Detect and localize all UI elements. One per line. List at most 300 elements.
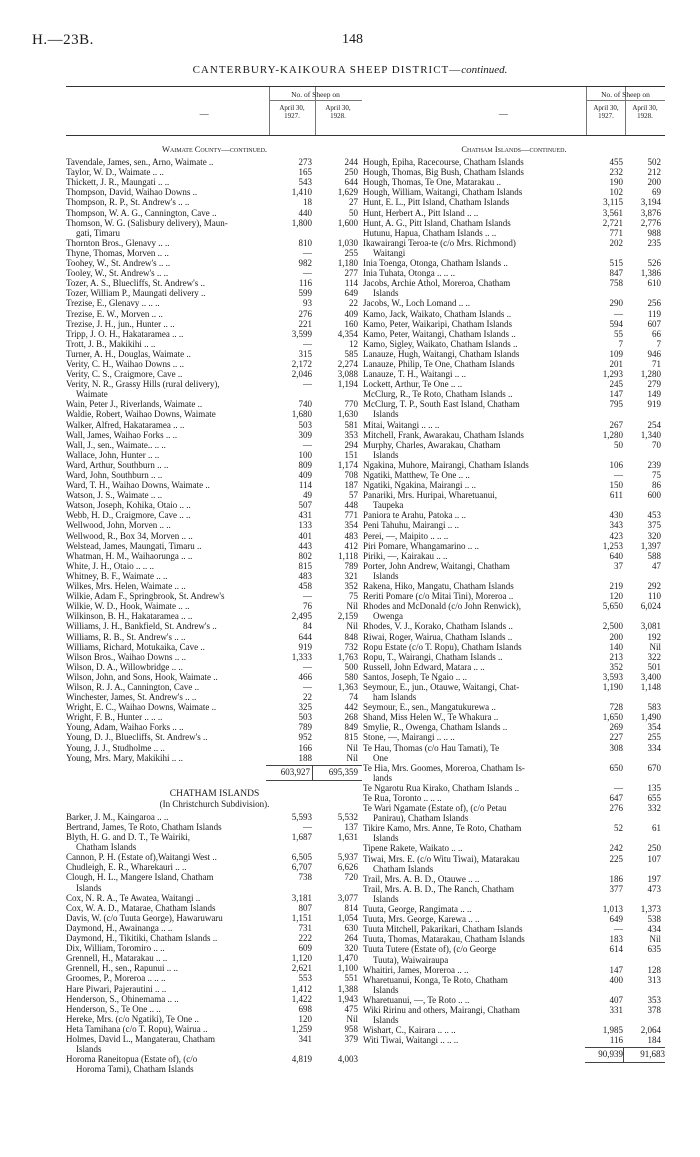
table-row bbox=[66, 339, 363, 349]
sheep-1927: 483 bbox=[298, 570, 312, 581]
owner-name-line: Jacobs, W., Loch Lomand .. .. bbox=[363, 298, 470, 309]
sheep-1927: 116 bbox=[298, 278, 312, 289]
owner-name bbox=[363, 177, 581, 187]
col-1928-label: April 30, 1928. bbox=[632, 104, 658, 120]
sheep-1928: 483 bbox=[344, 530, 358, 541]
owner-name-line: Wain, Peter J., Riverlands, Waimate .. bbox=[66, 399, 203, 410]
sheep-1927: 5,593 bbox=[291, 811, 312, 822]
owner-name bbox=[66, 903, 266, 913]
table-row bbox=[66, 682, 363, 692]
owner-name-line: Te Hau, Thomas (c/o Hau Tamati), Te bbox=[363, 742, 500, 753]
right-column-header bbox=[363, 86, 665, 136]
table-row bbox=[66, 510, 363, 520]
sheep-1927: 3,593 bbox=[602, 671, 623, 682]
sheep-1928: 279 bbox=[647, 379, 661, 390]
col-1927-label: April 30, 1927. bbox=[279, 104, 305, 120]
sheep-1928: 1,280 bbox=[640, 369, 661, 380]
sheep-1927: 6,707 bbox=[291, 862, 312, 873]
sheep-1928: 789 bbox=[344, 560, 358, 571]
owner-name-line: Islands bbox=[373, 1015, 399, 1026]
owner-name-line: Te Ngarotu Rua Kirako, Chatham Islands .. bbox=[363, 782, 520, 793]
sheep-1927: 3,599 bbox=[291, 328, 312, 339]
sheep-1928: 334 bbox=[647, 742, 661, 753]
owner-name bbox=[363, 712, 581, 722]
sheep-1927: 93 bbox=[303, 298, 312, 309]
owner-name bbox=[66, 369, 266, 379]
owner-name bbox=[363, 783, 581, 793]
table-row bbox=[66, 329, 363, 339]
owner-name bbox=[66, 288, 266, 298]
sheep-1928: 61 bbox=[652, 823, 661, 834]
table-row bbox=[66, 208, 363, 218]
table-row bbox=[66, 561, 363, 571]
owner-list bbox=[66, 812, 363, 1074]
owner-name-line: Wharetuanui, —, Te Roto .. .. bbox=[363, 994, 470, 1005]
sheep-1928: 268 bbox=[344, 712, 358, 723]
table-row bbox=[66, 369, 363, 379]
sheep-1927: 431 bbox=[298, 510, 312, 521]
sheep-1928: 1,148 bbox=[640, 681, 661, 692]
table-row bbox=[66, 702, 363, 712]
owner-name-line: Tooley, W., St. Andrew's .. .. bbox=[66, 268, 169, 279]
sheep-1928: 255 bbox=[647, 732, 661, 743]
table-row bbox=[363, 339, 665, 349]
owner-name bbox=[66, 692, 266, 702]
sheep-1928: 1,373 bbox=[640, 904, 661, 915]
owner-name bbox=[66, 167, 266, 177]
owner-name-line: Verity, N. R., Grassy Hills (rural delivery), bbox=[66, 379, 220, 390]
sheep-1928: 277 bbox=[344, 268, 358, 279]
sheep-1927: 795 bbox=[609, 399, 623, 410]
table-row bbox=[66, 591, 363, 601]
owner-name-line: Paniora te Arahu, Patoka .. .. bbox=[363, 510, 466, 521]
owner-name-line: Horoma Tami), Chatham Islands bbox=[76, 1064, 194, 1075]
owner-name-line: Henderson, S., Ohinemama .. .. bbox=[66, 993, 179, 1004]
owner-name-line: Tiwai, Mrs. E. (c/o Witu Tiwai), Matarakau bbox=[363, 853, 520, 864]
owner-name-line: Islands bbox=[76, 882, 102, 893]
sheep-1927: — bbox=[614, 308, 623, 319]
owner-name bbox=[66, 490, 266, 500]
owner-name-line: Rhodes, V. J., Korako, Chatham Islands .. bbox=[363, 621, 513, 632]
sheep-1928: Nil bbox=[346, 742, 358, 753]
owner-name bbox=[363, 258, 581, 268]
owner-name bbox=[66, 510, 266, 520]
table-row bbox=[66, 450, 363, 460]
table-row bbox=[66, 187, 363, 197]
table-row bbox=[363, 823, 665, 843]
sheep-1928: 66 bbox=[652, 328, 661, 339]
owner-name bbox=[66, 450, 266, 460]
owner-name-line: Wright, E. C., Waihao Downs, Waimate .. bbox=[66, 702, 217, 713]
owner-name-line: Jacobs, Archie Athol, Moreroa, Chatham bbox=[363, 278, 511, 289]
owner-name-line: Tuuta Mitchell, Pakarikari, Chatham Islands bbox=[363, 924, 523, 935]
owner-name-line: Shand, Miss Helen W., Te Whakura .. bbox=[363, 712, 499, 723]
sheep-1927: — bbox=[303, 661, 312, 672]
owner-name-line: Tuuta), Waiwairaupa bbox=[373, 954, 449, 965]
owner-name bbox=[66, 832, 266, 852]
owner-name-line: Peni Tahuhu, Mairangi .. .. bbox=[363, 520, 459, 531]
owner-list bbox=[363, 157, 665, 1045]
sheep-1927: 273 bbox=[298, 157, 312, 168]
sheep-1928: 732 bbox=[344, 641, 358, 652]
sheep-1928: 607 bbox=[647, 318, 661, 329]
owner-name-line: Seymour, E., sen., Mangatukurewa .. bbox=[363, 702, 496, 713]
sheep-1928: 2,064 bbox=[640, 1025, 661, 1036]
sheep-1927: — bbox=[303, 681, 312, 692]
sheep-1927: 458 bbox=[298, 581, 312, 592]
sheep-1927: 2,495 bbox=[291, 611, 312, 622]
table-row bbox=[66, 1034, 363, 1054]
owner-name bbox=[66, 893, 266, 903]
table-row bbox=[66, 601, 363, 611]
sheep-1927: 649 bbox=[609, 914, 623, 925]
sheep-1927: — bbox=[303, 439, 312, 450]
sheep-1928: 250 bbox=[647, 843, 661, 854]
sheep-1928: 1,054 bbox=[337, 912, 358, 923]
owner-name-line: Hutunu, Hapua, Chatham Islands .. .. bbox=[363, 227, 497, 238]
sheep-1928: 814 bbox=[344, 902, 358, 913]
owner-name-line: Tuuta, George, Rangimata .. .. bbox=[363, 904, 472, 915]
sheep-1927: 331 bbox=[609, 1004, 623, 1015]
owner-name bbox=[363, 238, 581, 258]
sheep-1928: 1,630 bbox=[337, 409, 358, 420]
sheep-1927: 789 bbox=[298, 722, 312, 733]
table-row bbox=[363, 551, 665, 561]
sheep-1928: 538 bbox=[647, 914, 661, 925]
owner-name-line: McClurg, T. P., South East Island, Chatham bbox=[363, 399, 520, 410]
section-heading: Chatham Islands—continued. bbox=[461, 144, 567, 154]
owner-name-line: Wilson Bros., Waihao Downs .. .. bbox=[66, 651, 186, 662]
sheep-1927: 1,687 bbox=[291, 832, 312, 843]
table-row bbox=[363, 914, 665, 924]
sheep-1927: 771 bbox=[609, 227, 623, 238]
owner-name-line: McClurg, R., Te Roto, Chatham Islands .. bbox=[363, 389, 513, 400]
owner-name-line: Stone, —, Mairangi .. .. .. bbox=[363, 732, 455, 743]
sheep-1928: 3,876 bbox=[640, 207, 661, 218]
table-row bbox=[363, 187, 665, 197]
table-row bbox=[363, 470, 665, 480]
sheep-1927: 309 bbox=[298, 429, 312, 440]
table-row bbox=[363, 218, 665, 228]
owner-name-line: Owenga bbox=[373, 611, 403, 622]
sheep-1927: 55 bbox=[614, 328, 623, 339]
total-row bbox=[266, 765, 362, 781]
owner-name bbox=[363, 399, 581, 419]
owner-name bbox=[363, 319, 581, 329]
sheep-1927: 401 bbox=[298, 530, 312, 541]
owner-name-line: Cox, N. R. A., Te Awatea, Waitangi .. bbox=[66, 892, 201, 903]
sheep-1928: 502 bbox=[647, 157, 661, 168]
sheep-1927: 52 bbox=[614, 823, 623, 834]
table-row bbox=[363, 379, 665, 389]
sheep-1927: 507 bbox=[298, 500, 312, 511]
table-row bbox=[66, 963, 363, 973]
table-row bbox=[363, 420, 665, 430]
sheep-1927: 640 bbox=[609, 550, 623, 561]
owner-name-line: Grennell, H., sen., Rapunui .. .. bbox=[66, 963, 178, 974]
sheep-1928: 1,943 bbox=[337, 993, 358, 1004]
sheep-1928: 3,400 bbox=[640, 671, 661, 682]
sheep-1927: 503 bbox=[298, 712, 312, 723]
table-row bbox=[363, 1005, 665, 1025]
owner-name-line: Wall, J., sen., Waimate.. .. .. bbox=[66, 439, 166, 450]
table-row bbox=[363, 621, 665, 631]
table-row bbox=[66, 893, 363, 903]
sheep-1927: 1,650 bbox=[602, 712, 623, 723]
owner-name-line: Tipene Rakete, Waikato .. .. bbox=[363, 843, 463, 854]
table-row bbox=[363, 359, 665, 369]
sheep-1927: 1,259 bbox=[291, 1023, 312, 1034]
sheep-1927: 1,412 bbox=[291, 983, 312, 994]
sheep-1927: 1,253 bbox=[602, 540, 623, 551]
sheep-1927: 2,046 bbox=[291, 369, 312, 380]
owner-name-line: Lanauze, Philip, Te One, Chatham Islands bbox=[363, 358, 515, 369]
sheep-1928: 239 bbox=[647, 459, 661, 470]
title-continued: continued. bbox=[461, 64, 508, 76]
owner-name-line: Turner, A. H., Douglas, Waimate .. bbox=[66, 348, 191, 359]
sheep-1928: 320 bbox=[344, 943, 358, 954]
owner-name-line: Tuuta Tutere (Estate of), (c/o George bbox=[363, 944, 496, 955]
sheep-1928: 74 bbox=[349, 692, 358, 703]
sheep-1927: — bbox=[303, 247, 312, 258]
sheep-1928: Nil bbox=[346, 601, 358, 612]
sheep-1927: 650 bbox=[609, 762, 623, 773]
owner-name-line: Islands bbox=[373, 833, 399, 844]
owner-name-line: Trail, Mrs. A. B. D., The Ranch, Chatham bbox=[363, 883, 514, 894]
sheep-1927: 847 bbox=[609, 268, 623, 279]
owner-name bbox=[66, 480, 266, 490]
owner-name-line: Whitney, B. F., Waimate .. .. bbox=[66, 570, 168, 581]
sheep-1927: 423 bbox=[609, 530, 623, 541]
owner-name-line: Williams, J. H., Bankfield, St. Andrew's .. bbox=[66, 621, 217, 632]
sheep-1927: — bbox=[303, 268, 312, 279]
sheep-1927: 201 bbox=[609, 358, 623, 369]
table-row bbox=[363, 591, 665, 601]
table-row bbox=[66, 642, 363, 652]
table-row bbox=[363, 541, 665, 551]
table-row bbox=[363, 843, 665, 853]
owner-name-line: Wellwood, John, Morven .. .. bbox=[66, 520, 171, 531]
table-row bbox=[363, 208, 665, 218]
table-row bbox=[66, 1054, 363, 1074]
total-1928: 695,359 bbox=[328, 766, 358, 777]
owner-name bbox=[66, 541, 266, 551]
owner-name-line: Piri Pomare, Whangamarino .. .. bbox=[363, 540, 480, 551]
table-row bbox=[66, 278, 363, 288]
owner-name bbox=[66, 500, 266, 510]
table-row bbox=[66, 531, 363, 541]
sheep-1928: 86 bbox=[652, 480, 661, 491]
sheep-1928: 2,776 bbox=[640, 217, 661, 228]
owner-name-line: Tikire Kamo, Mrs. Anne, Te Roto, Chatham bbox=[363, 823, 522, 834]
col-1928-label: April 30, 1928. bbox=[325, 104, 351, 120]
owner-name-line: Tripp, J. O. H., Hakataramea .. .. bbox=[66, 328, 184, 339]
owner-name bbox=[66, 319, 266, 329]
owner-name-line: Hough, Epiha, Racecourse, Chatham Islands bbox=[363, 157, 524, 168]
table-row bbox=[66, 1024, 363, 1034]
sheep-1927: — bbox=[614, 470, 623, 480]
owner-name bbox=[363, 642, 581, 652]
sheep-1928: 1,600 bbox=[337, 217, 358, 228]
owner-name bbox=[363, 823, 581, 843]
owner-name bbox=[363, 632, 581, 642]
owner-name-line: Lanauze, Hugh, Waitangi, Chatham Islands bbox=[363, 348, 520, 359]
table-row bbox=[66, 872, 363, 892]
owner-name-line: Te Hia, Mrs. Goomes, Moreroa, Chatham Is- bbox=[363, 762, 525, 773]
owner-name-line: Webb, H. D., Craigmore, Cave .. .. bbox=[66, 510, 191, 521]
sheep-1928: 409 bbox=[344, 308, 358, 319]
owner-name-line: Islands bbox=[373, 409, 399, 420]
owner-name-line: Islands bbox=[373, 570, 399, 581]
table-row bbox=[363, 197, 665, 207]
sheep-1927: 140 bbox=[609, 641, 623, 652]
owner-name-line: Cox, W. A. D., Matarae, Chatham Islands bbox=[66, 902, 216, 913]
owner-name bbox=[66, 238, 266, 248]
owner-name bbox=[66, 339, 266, 349]
sheep-1928: 354 bbox=[647, 722, 661, 733]
sheep-1928: 1,397 bbox=[640, 540, 661, 551]
table-row bbox=[66, 197, 363, 207]
owner-name-line: Tozer, William P., Maungati delivery .. bbox=[66, 288, 206, 299]
owner-name-line: Daymond, H., Awainanga .. .. bbox=[66, 922, 173, 933]
table-row bbox=[66, 258, 363, 268]
sheep-1927: 952 bbox=[298, 732, 312, 743]
sheep-1928: 292 bbox=[647, 581, 661, 592]
sheep-1928: 526 bbox=[647, 258, 661, 269]
table-row bbox=[363, 854, 665, 874]
right-column bbox=[363, 86, 665, 1063]
owner-name bbox=[363, 884, 581, 904]
owner-name-line: Wallace, John, Hunter .. .. bbox=[66, 449, 160, 460]
sheep-1928: 294 bbox=[344, 439, 358, 450]
sheep-1927: 1,985 bbox=[602, 1025, 623, 1036]
sheep-1927: 186 bbox=[609, 873, 623, 884]
sheep-1927: 245 bbox=[609, 379, 623, 390]
sheep-1927: 400 bbox=[609, 974, 623, 985]
sheep-1928: 5,532 bbox=[337, 811, 358, 822]
sheep-1928: 200 bbox=[647, 177, 661, 188]
sheep-1928: 137 bbox=[344, 822, 358, 832]
owner-name-line: Young, Adam, Waihao Forks .. .. bbox=[66, 722, 184, 733]
table-row bbox=[66, 862, 363, 872]
sheep-1928: 1,194 bbox=[337, 379, 358, 390]
owner-name-line: Inia Tuhata, Otonga .. .. .. bbox=[363, 268, 455, 279]
owner-name bbox=[363, 369, 581, 379]
owner-name bbox=[66, 1004, 266, 1014]
sheep-1928: 501 bbox=[647, 661, 661, 672]
sheep-1928: 1,174 bbox=[337, 459, 358, 470]
owner-name-line: Islands bbox=[373, 893, 399, 904]
owner-name bbox=[363, 187, 581, 197]
owner-name-line: Young, Mrs. Mary, Makikihi .. .. bbox=[66, 752, 184, 763]
owner-name bbox=[363, 743, 581, 763]
owner-name-line: Tavendale, James, sen., Arno, Waimate .. bbox=[66, 157, 214, 168]
owner-name-line: Trezise, E., Glenavy .. .. .. bbox=[66, 298, 160, 309]
sheep-1928: 2,159 bbox=[337, 611, 358, 622]
sheep-1928: 255 bbox=[344, 247, 358, 258]
owner-name-line: Te Wari Ngamate (Estate of), (c/o Petau bbox=[363, 803, 507, 814]
sheep-1928: 988 bbox=[647, 227, 661, 238]
sheep-1928: 1,631 bbox=[337, 832, 358, 843]
sheep-1927: 267 bbox=[609, 419, 623, 430]
table-row bbox=[66, 933, 363, 943]
owner-name bbox=[66, 652, 266, 662]
sheep-1927: — bbox=[303, 822, 312, 832]
owner-name bbox=[363, 551, 581, 561]
table-row bbox=[66, 712, 363, 722]
sheep-1927: 50 bbox=[614, 439, 623, 450]
sheep-1928: 1,470 bbox=[337, 953, 358, 964]
owner-name bbox=[363, 359, 581, 369]
sheep-1927: 352 bbox=[609, 661, 623, 672]
owner-name bbox=[363, 430, 581, 440]
owner-name bbox=[363, 561, 581, 581]
owner-name-line: Wall, James, Waihao Forks .. .. bbox=[66, 429, 178, 440]
sheep-1928: 588 bbox=[647, 550, 661, 561]
sheep-1927: 3,115 bbox=[603, 197, 623, 208]
table-row bbox=[66, 319, 363, 329]
owner-name-line: Verity, C. H., Waihao Downs .. .. bbox=[66, 358, 185, 369]
sheep-1927: 308 bbox=[609, 742, 623, 753]
owner-name bbox=[66, 520, 266, 530]
owner-name bbox=[66, 157, 266, 167]
sheep-1928: 815 bbox=[344, 732, 358, 743]
sheep-1928: 119 bbox=[647, 308, 661, 319]
owner-name bbox=[66, 208, 266, 218]
sheep-1928: 379 bbox=[344, 1033, 358, 1044]
sheep-1927: 2,621 bbox=[291, 963, 312, 974]
sheep-1928: 585 bbox=[344, 348, 358, 359]
sheep-1928: 264 bbox=[344, 933, 358, 944]
owner-name bbox=[66, 601, 266, 611]
sheep-1927: 100 bbox=[298, 449, 312, 460]
sheep-1928: 946 bbox=[647, 348, 661, 359]
table-row bbox=[363, 460, 665, 470]
table-row bbox=[66, 298, 363, 308]
sheep-1928: 47 bbox=[652, 560, 661, 571]
page-number: 148 bbox=[342, 32, 363, 47]
owner-name-line: Ward, Arthur, Southburn .. .. bbox=[66, 459, 169, 470]
table-row bbox=[363, 1035, 665, 1045]
owner-name bbox=[363, 924, 581, 934]
sheep-1927: 443 bbox=[298, 540, 312, 551]
table-row bbox=[363, 934, 665, 944]
owner-name bbox=[363, 379, 581, 389]
sheep-1927: 740 bbox=[298, 399, 312, 410]
sheep-1928: 448 bbox=[344, 500, 358, 511]
owner-name bbox=[66, 409, 266, 419]
sheep-count-label: No. of Sheep on bbox=[269, 90, 362, 101]
sheep-1928: 353 bbox=[647, 994, 661, 1005]
table-row bbox=[66, 379, 363, 399]
sheep-1928: 110 bbox=[647, 591, 661, 602]
owner-name bbox=[363, 975, 581, 995]
sheep-1927: 120 bbox=[298, 1013, 312, 1024]
sheep-1927: 188 bbox=[298, 752, 312, 763]
sheep-1928: Nil bbox=[649, 641, 661, 652]
table-row bbox=[363, 440, 665, 460]
sheep-1928: 22 bbox=[349, 298, 358, 309]
table-row bbox=[363, 309, 665, 319]
owner-name-line: Bertrand, James, Te Roto, Chatham Islands bbox=[66, 822, 222, 832]
table-row bbox=[66, 852, 363, 862]
sheep-1928: 580 bbox=[344, 671, 358, 682]
table-row bbox=[66, 812, 363, 822]
table-row bbox=[363, 732, 665, 742]
sheep-1927: 3,181 bbox=[291, 892, 312, 903]
owner-name-line: Mitchell, Frank, Awarakau, Chatham Islands bbox=[363, 429, 524, 440]
owner-name bbox=[363, 420, 581, 430]
